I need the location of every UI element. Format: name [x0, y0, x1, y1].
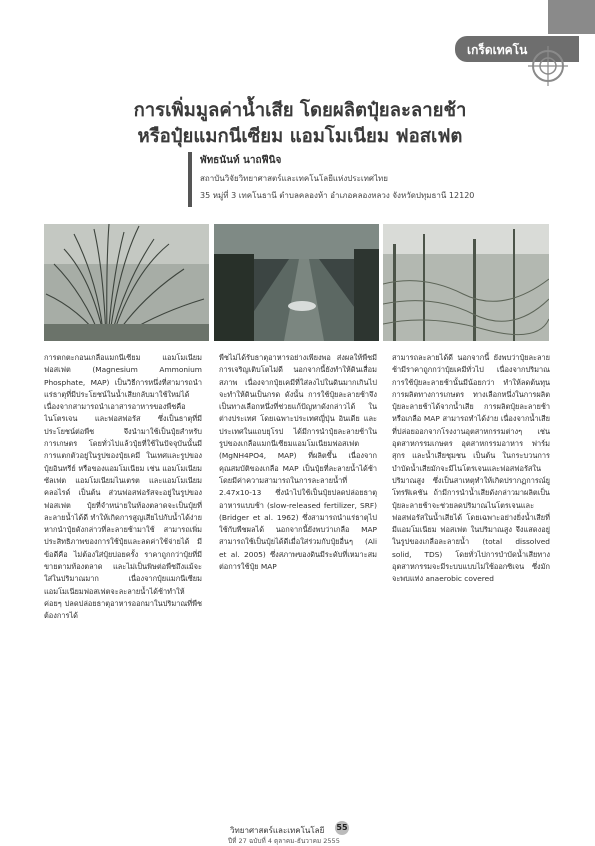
author-affiliation: สถาบันวิจัยวิทยาศาสตร์และเทคโนโลยีแห่งประเทศไทย — [200, 174, 388, 183]
author-accent-bar — [188, 152, 192, 207]
author-name: พัทธนันท์ นาถฟีนิจ — [200, 155, 282, 166]
article-title-line-2: หรือปุ๋ยแมกนีเซียม แอมโมเนียม ฟอสเฟต — [137, 126, 463, 147]
section-label: เกร็ดเทคโน — [467, 43, 528, 57]
crosshair-icon — [528, 46, 568, 86]
photo-field-plot — [383, 224, 549, 341]
author-address: 35 หมู่ที่ 3 เทคโนธานี ตำบลคลองห้า อำเภอคลองหลวง จังหวัดปทุมธานี 12120 — [200, 191, 475, 200]
page-number: 55 — [335, 821, 349, 835]
photo-wastewater-canal — [214, 224, 379, 341]
article-title-line-1: การเพิ่มมูลค่าน้ำเสีย โดยผลิตปุ๋ยละลายช้า — [133, 100, 467, 121]
photo-grass-plant — [44, 224, 209, 341]
body-column-1: การตกตะกอนเกลือแมกนีเซียม แอมโมเนียมฟอสเฟต (Magnesium Ammonium Phosphate, MAP) เป็นวิธีการหนึ่งที่สามารถนำแร่ธาตุที่มีประโยชน์ในน้ำเสียกลับมาใช้ใหม่ได้ เนื่องจากสามารถนำเอาสารอาหารของพืชคือ ไนโตรเจน และฟอสฟอรัส ซึ่งเป็นธาตุที่มีประโยชน์ต่อพืช จึงนำมาใช้เป็นปุ๋ยสำหรับการเกษตร โดยทั่วไปแล้วปุ๋ยที่ใช้ในปัจจุบันนั้นมีการแตกตัวอยู่ในรูปของปุ๋ยเคมี ในเทศและรูปของปุ๋ยอินทรีย์ หรือของแอมโมเนียม เช่น แอมโมเนียมซัลเฟต แอมโมเนียมไนเตรต และแอมโมเนียมคลอไรด์ เป็นต้น ส่วนฟอสฟอรัสจะอยู่ในรูปของฟอสเฟต ปุ๋ยที่จำหน่ายในท้องตลาดจะเป็นปุ๋ยที่ละลายน้ำได้ดี ทำให้เกิดการสูญเสียไปกับน้ำได้ง่าย หากนำปุ๋ยดังกล่าวที่ละลายช้ามาใช้ สามารถเพิ่มประสิทธิภาพของการใช้ปุ๋ยและลดค่าใช้จ่ายได้ มีข้อดีคือ ไม่ต้องใส่ปุ๋ยบ่อยครั้ง ราคาถูกกว่าปุ๋ยที่มีขายตามท้องตลาด และไม่เป็นพิษต่อพืชถึงแม้จะใส่ในปริมาณมาก เนื่องจากปุ๋ยแมกนีเซียมแอมโมเนียมฟอสเฟตจะละลายน้ำได้ช้าทำให้ค่อยๆ ปลดปล่อยธาตุอาหารออกมาในปริมาณที่พืชต้องการได้ — [44, 353, 202, 621]
body-column-3: สามารถละลายได้ดี นอกจากนี้ ยังพบว่าปุ๋ยละลายช้ามีราคาถูกกว่าปุ๋ยเคมีทั่วไป เนื่องจากปริมาณการใช้ปุ๋ยละลายช้านั้นมีน้อยกว่า ทำให้ลดต้นทุนการผลิตทางการเกษตร ทางเลือกหนึ่งในการผลิตปุ๋ยละลายช้าได้จากน้ำเสีย การผลิตปุ๋ยละลายช้าหรือเกลือ MAP สามารถทำได้ง่าย เนื่องจากน้ำเสียที่ปล่อยออกจากโรงงานอุตสาหกรรมต่างๆ เช่น อุตสาหกรรมเกษตร อุตสาหกรรมอาหาร ฟาร์มสุกร และน้ำเสียชุมชน เป็นต้น ในกระบวนการบำบัดน้ำเสียมักจะมีไนโตรเจนและฟอสฟอรัสในปริมาณสูง ซึ่งเป็นสาเหตุทำให้เกิดปรากฏการณ์ยูโทรฟิเคชัน ถ้ามีการนำน้ำเสียดังกล่าวมาผลิตเป็นปุ๋ยละลายช้าจะช่วยลดปริมาณไนโตรเจนและฟอสฟอรัสในน้ำเสียได้ โดยเฉพาะอย่างยิ่งน้ำเสียที่มีแอมโมเนียม ฟอสเฟต ในปริมาณสูง จึงแสดงอยู่ในรูปของเกลือละลายน้ำ (total dissolved solid, TDS) โดยทั่วไปการบำบัดน้ำเสียทางอุตสาหกรรมจะมีระบบแบบไม่ใช้ออกซิเจน ซึ่งมักจะพบแท่ง anaerobic covered — [392, 353, 550, 584]
footer-journal-name: วิทยาศาสตร์และเทคโนโลยี — [230, 826, 325, 835]
corner-decoration — [548, 0, 595, 34]
body-column-2: พืชไม่ได้รับธาตุอาหารอย่างเพียงพอ ส่งผลให้พืชมีการเจริญเติบโตไม่ดี นอกจากนี้ยังทำให้ดินเสื่อมสภาพ เนื่องจากปุ๋ยเคมีที่ใส่ลงไปในดินมากเกินไปจะทำให้ดินเป็นกรด ดังนั้น การใช้ปุ๋ยละลายช้าจึงเป็นทางเลือกหนึ่งที่ช่วยแก้ปัญหาดังกล่าวได้ ในต่างประเทศ โดยเฉพาะประเทศญี่ปุ่น อินเดีย และประเทศในแถบยุโรป ได้มีการนำปุ๋ยละลายช้าในรูปของเกลือแมกนีเซียมแอมโมเนียมฟอสเฟต (MgNH4PO4, MAP) ที่ผลิตขึ้น เนื่องจาก คุณสมบัติของเกลือ MAP เป็นปุ๋ยที่ละลายน้ำได้ช้า โดยมีค่าความสามารถในการละลายน้ำที่ 2.47x10-13 ซึ่งนำไปใช้เป็นปุ๋ยปลดปล่อยธาตุอาหารแบบช้า (slow-released fertilizer, SRF) (Bridger et al. 1962) ซึ่งสามารถนำแร่ธาตุไปใช้กับพืชผลได้ นอกจากนี้ยังพบว่าเกลือ MAP สามารถใช้เป็นปุ๋ยได้ดีเมื่อใส่ร่วมกับปุ๋ยอื่นๆ (Ali et al. 2005) ซึ่งสภาพของดินมีระดับที่เหมาะสมต่อการใช้ปุ๋ย MAP — [219, 353, 377, 572]
footer-issue: ปีที่ 27 ฉบับที่ 4 ตุลาคม-ธันวาคม 2555 — [228, 837, 340, 845]
